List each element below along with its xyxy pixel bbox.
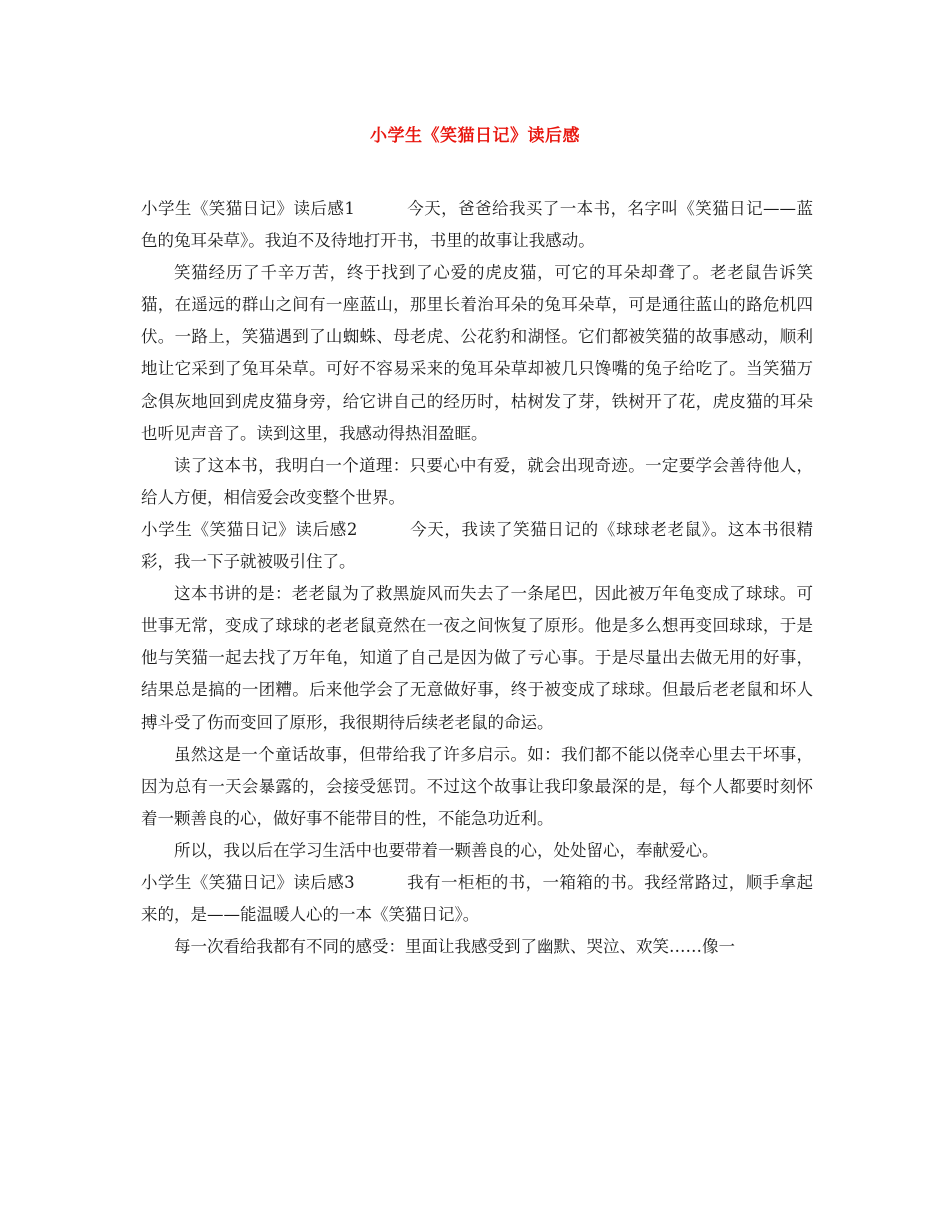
section-1-heading-paragraph	[141, 193, 813, 257]
section-2-paragraph-1: 这本书讲的是：老老鼠为了救黑旋风而失去了一条尾巴，因此被万年龟变成了球球。可世事无常，变成了球球的老老鼠竟然在一夜之间恢复了原形。他是多么想再变回球球，于是他与笑猫一起去找了万年龟，知道了自己是因为做了亏心事。于是尽量出去做无用的好事，结果总是搞的一团糟。后来他学会了无意做好事，终于被变成了球球。但最后老老鼠和坏人搏斗受了伤而变回了原形，我很期待后续老老鼠的命运。	[141, 584, 813, 732]
section-3-paragraph-1: 每一次看给我都有不同的感受：里面让我感受到了幽默、哭泣、欢笑……像一	[174, 937, 735, 957]
section-1-heading: 小学生《笑猫日记》读后感1	[141, 199, 355, 218]
section-1-paragraph-1: 笑猫经历了千辛万苦，终于找到了心爱的虎皮猫，可它的耳朵却聋了。老老鼠告诉笑猫，在遥远的群山之间有一座蓝山，那里长着治耳朵的兔耳朵草，可是通往蓝山的路危机四伏。一路上，笑猫遇到了山蜘蛛、母老虎、公花豹和湖怪。它们都被笑猫的故事感动，顺利地让它采到了兔耳朵草。可好不容易采来的兔耳朵草却被几只馋嘴的兔子给吃了。当笑猫万念俱灰地回到虎皮猫身旁，给它讲自己的经历时，枯树发了芽，铁树开了花，虎皮猫的耳朵也听见声音了。读到这里，我感动得热泪盈眶。	[141, 263, 813, 443]
document-body	[141, 193, 813, 963]
section-3-heading: 小学生《笑猫日记》读后感3	[141, 872, 355, 892]
section-2-heading: 小学生《笑猫日记》读后感2	[141, 519, 358, 539]
section-1-lead: 今天，爸爸给我买了一本书，名字叫《笑猫日记——蓝色的兔耳朵草》。我迫不及待地打开书，书里的故事让我感动。	[141, 199, 813, 251]
page-title: 小学生《笑猫日记》读后感	[370, 126, 580, 146]
section-2-heading-paragraph	[141, 514, 813, 578]
section-3-lead: 我有一柜柜的书，一箱箱的书。我经常路过，顺手拿起来的，是——能温暖人心的一本《笑猫日记》。	[141, 872, 814, 925]
section-1-paragraph-2: 读了这本书，我明白一个道理：只要心中有爱，就会出现奇迹。一定要学会善待他人，给人方便，相信爱会改变整个世界。	[141, 455, 813, 507]
section-2-paragraph-3: 所以，我以后在学习生活中也要带着一颗善良的心，处处留心，奉献爱心。	[174, 840, 719, 860]
section-2-paragraph-2: 虽然这是一个童话故事，但带给我了许多启示。如：我们都不能以侥幸心里去干坏事，因为总有一天会暴露的，会接受惩罚。不过这个故事让我印象最深的是，每个人都要时刻怀着一颗善良的心，做好事不能带目的性，不能急功近利。	[141, 744, 813, 828]
section-2-lead: 今天，我读了笑猫日记的《球球老老鼠》。这本书很精彩，我一下子就被吸引住了。	[141, 519, 814, 572]
section-3-heading-paragraph	[141, 867, 813, 931]
